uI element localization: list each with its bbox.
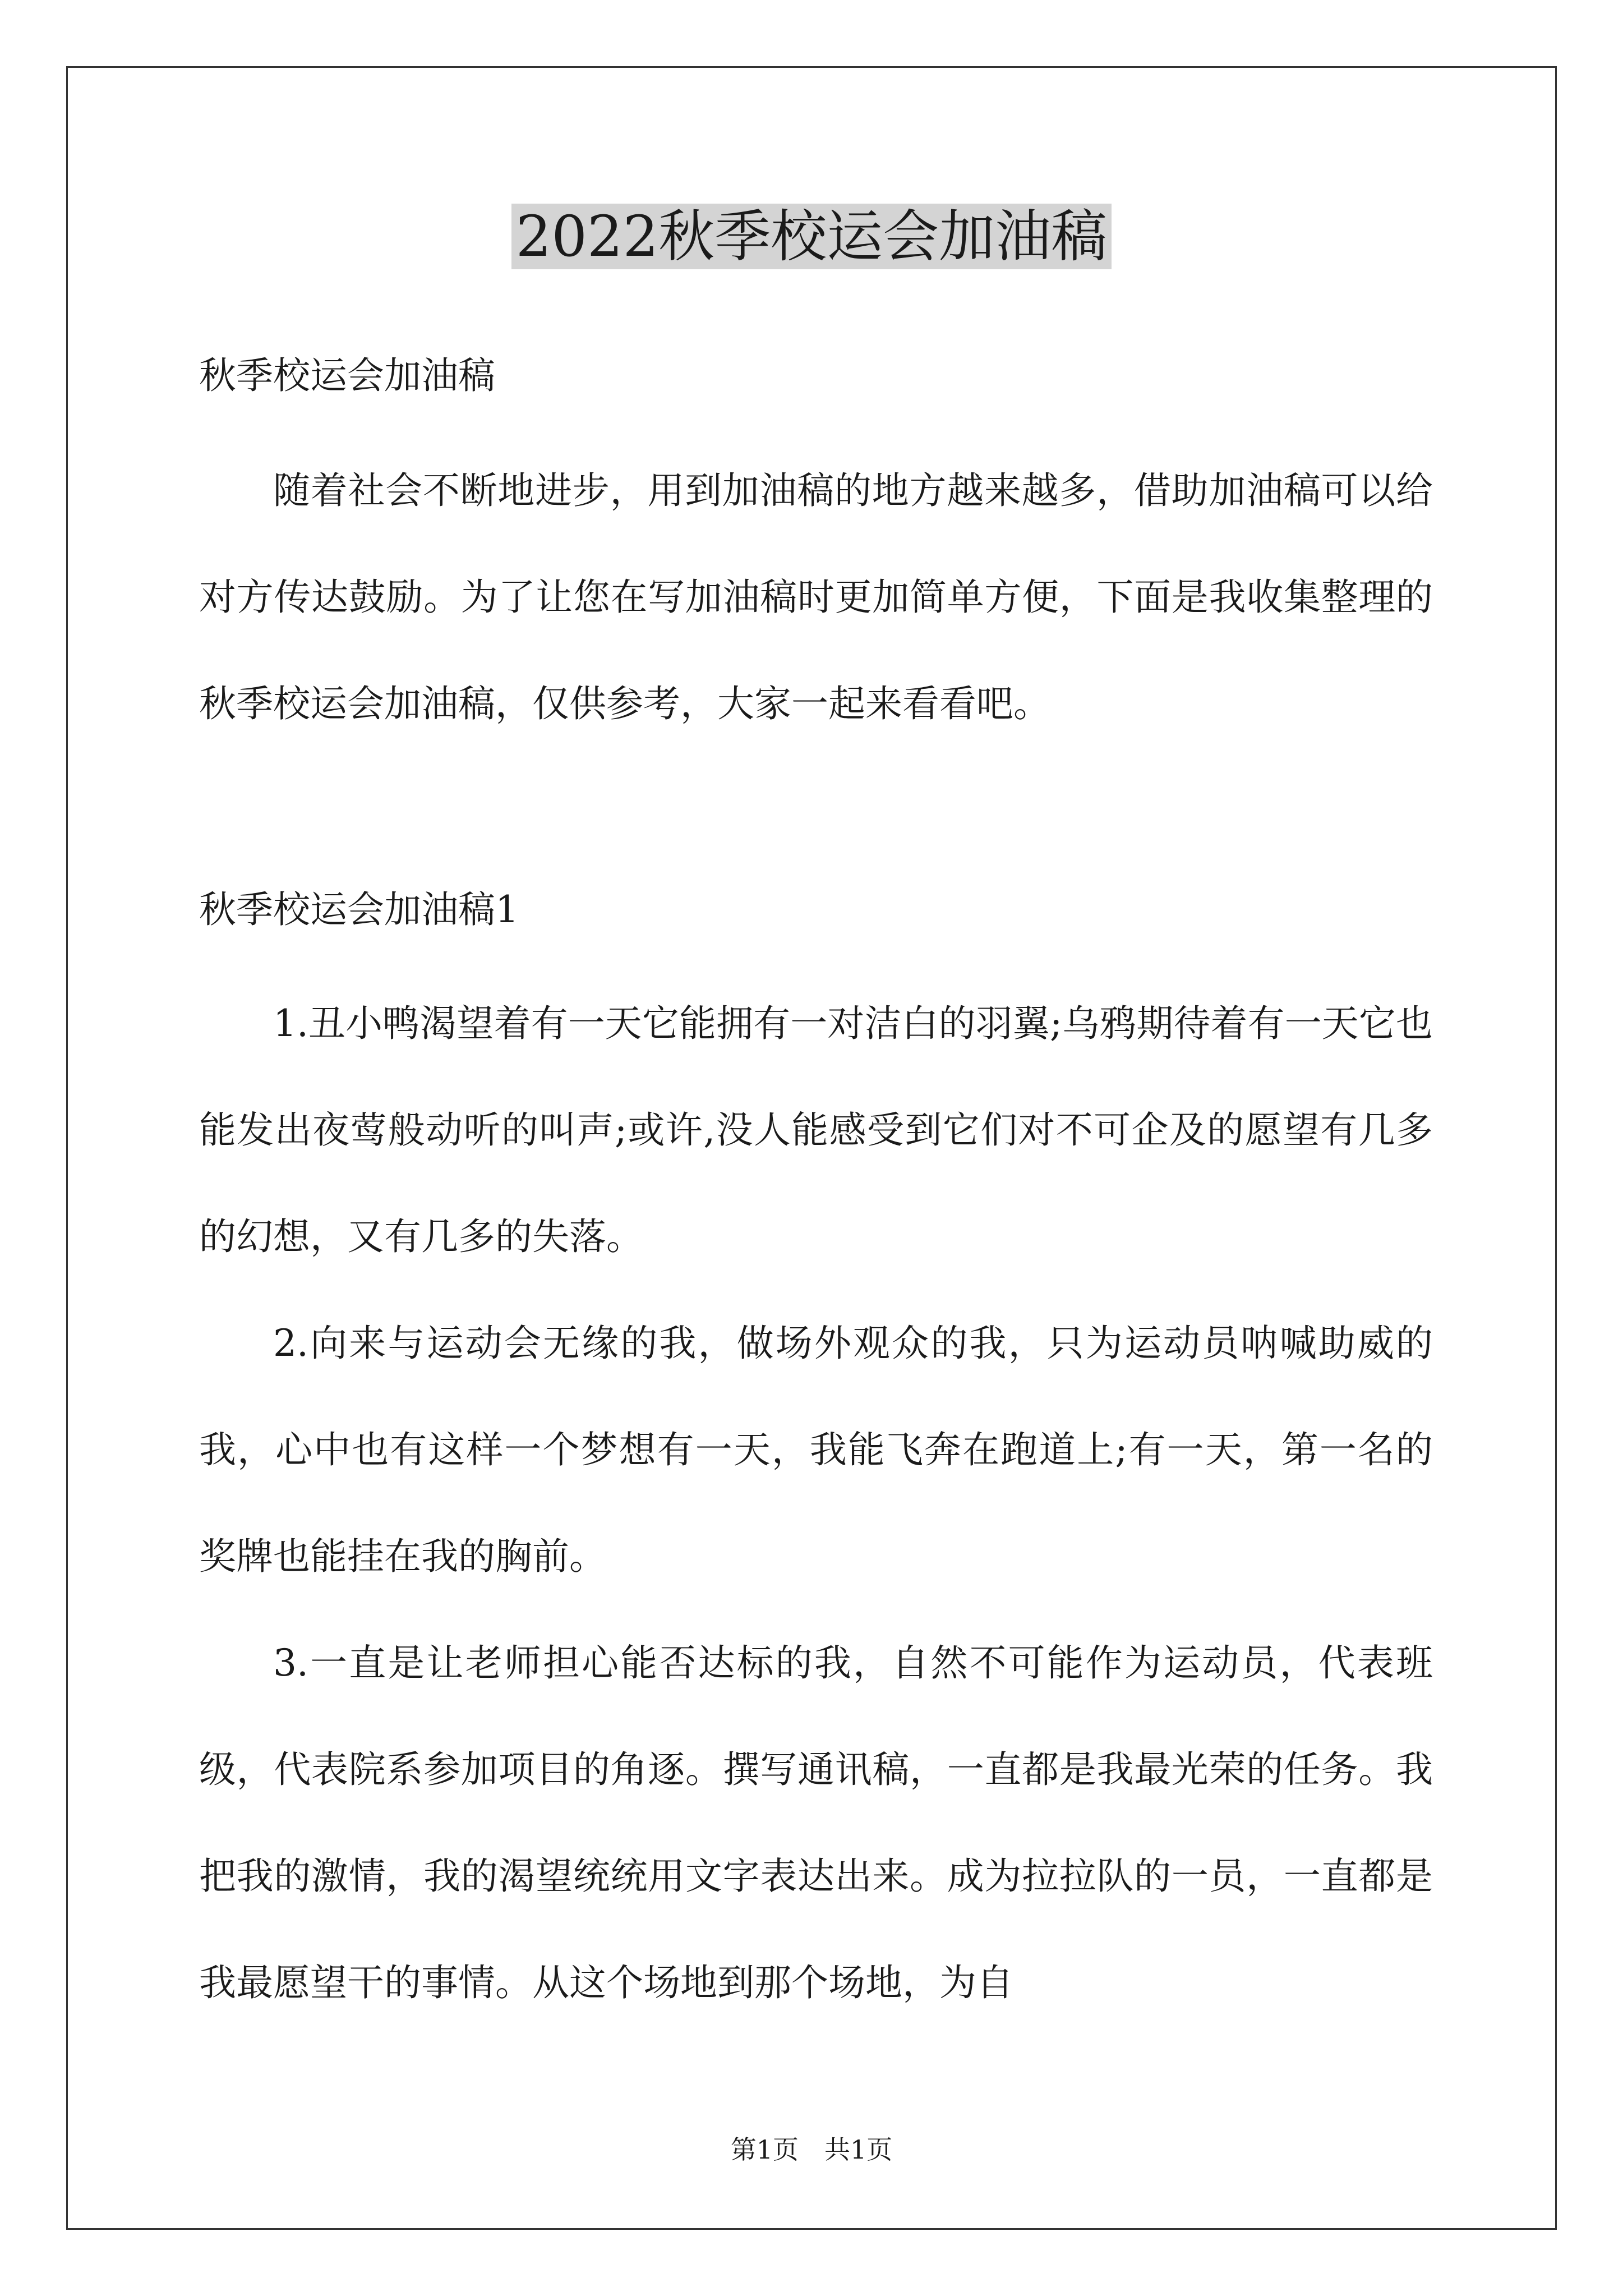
list-item: 1.丑小鸭渴望着有一天它能拥有一对洁白的羽翼;乌鸦期待着有一天它也能发出夜莺般动听的叫声;或许,没人能感受到它们对不可企及的愿望有几多的幻想，又有几多的失落。 (199, 1002, 1433, 1258)
list-item: 3.一直是让老师担心能否达标的我，自然不可能作为运动员，代表班级，代表院系参加项目的角逐。撰写通讯稿，一直都是我最光荣的任务。我把我的激情，我的渴望统统用文字表达出来。成为拉拉队的一员，一直都是我最愿望干的事情。从这个场地到那个场地，为自 (199, 1641, 1433, 2004)
section-heading-block (199, 882, 1433, 938)
document-title-text: 2022秋季校运会加油稿 (511, 204, 1112, 269)
intro-heading: 秋季校运会加油稿 (199, 354, 495, 397)
page-number: 第1页 共1页 (730, 2134, 893, 2165)
document-title (0, 197, 1623, 276)
section-heading: 秋季校运会加油稿1 (199, 888, 519, 931)
page-footer (0, 2133, 1623, 2166)
intro-paragraph: 随着社会不断地进步，用到加油稿的地方越来越多，借助加油稿可以给对方传达鼓励。为了让您在写加油稿时更加简单方便，下面是我收集整理的秋季校运会加油稿，仅供参考，大家一起来看看吧。 (199, 469, 1433, 725)
intro-heading-block (199, 348, 1433, 404)
section-body (199, 970, 1433, 2036)
intro-paragraph-block (199, 438, 1433, 757)
list-item: 2.向来与运动会无缘的我，做场外观众的我，只为运动员呐喊助威的我，心中也有这样一个梦想有一天，我能飞奔在跑道上;有一天，第一名的奖牌也能挂在我的胸前。 (199, 1322, 1433, 1578)
